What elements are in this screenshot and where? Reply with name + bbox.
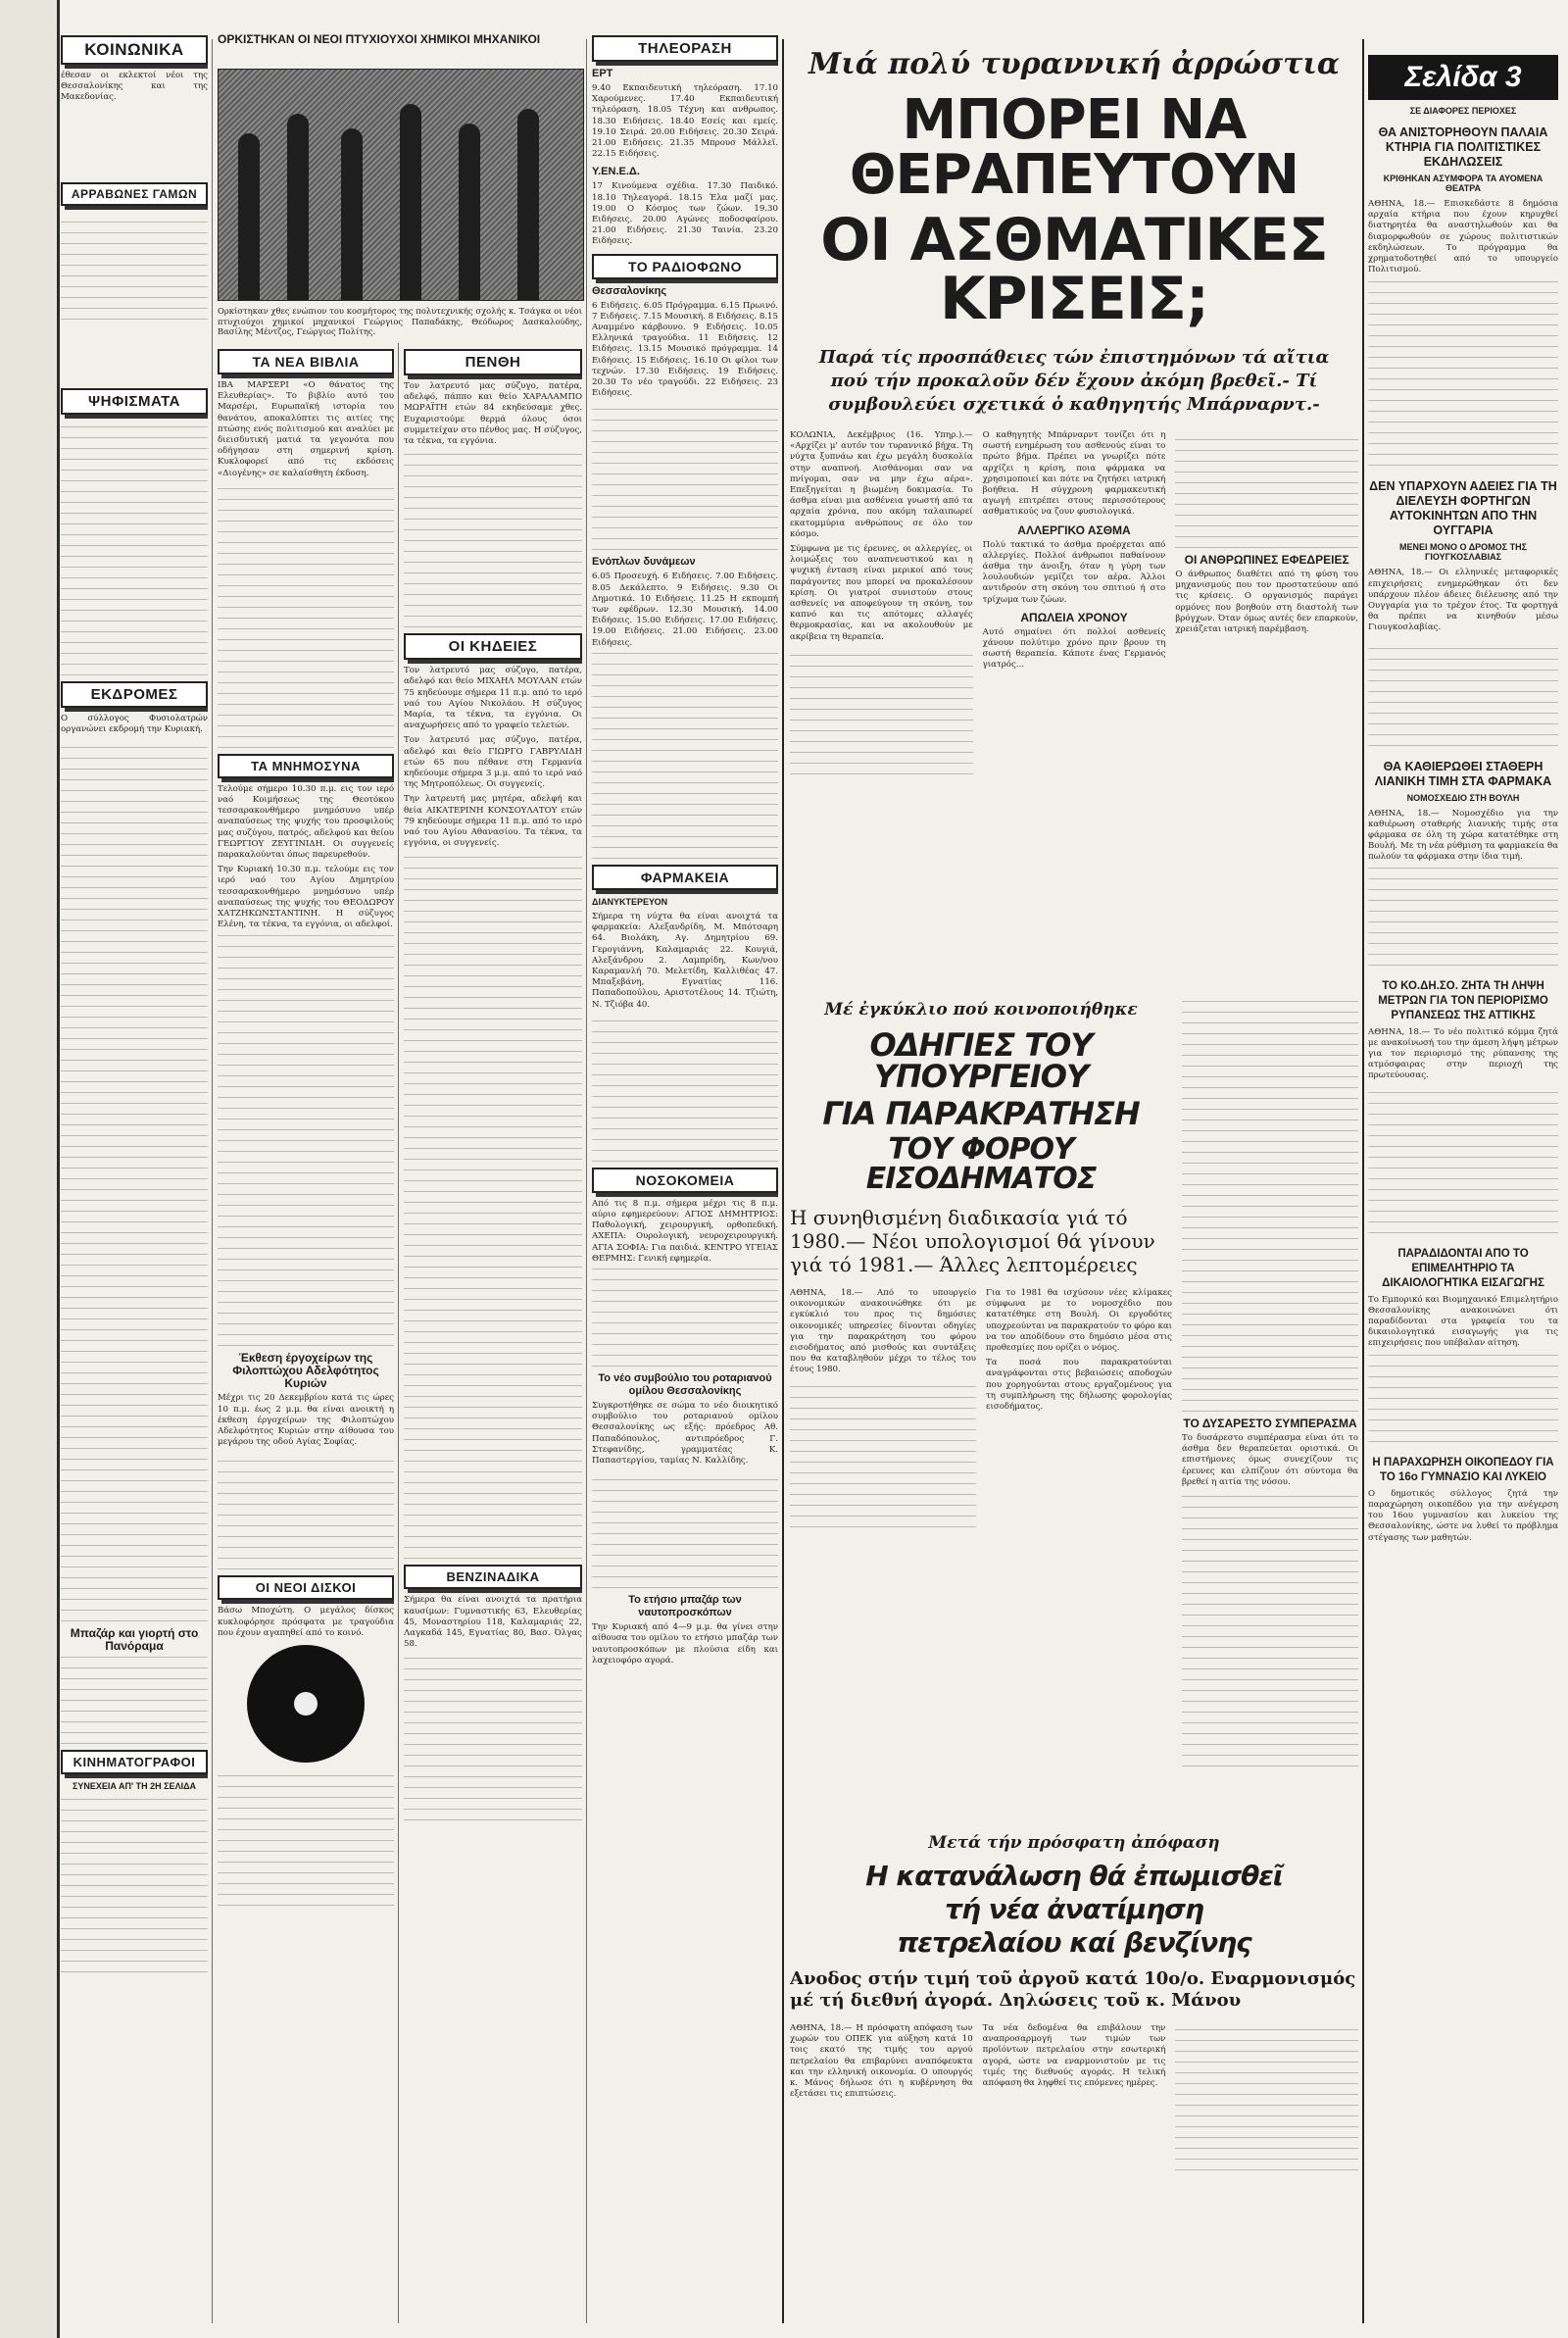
tax-story: [790, 1000, 1172, 1578]
graduates-heading: ΟΡΚΙΣΤΗΚΑΝ ΟΙ ΝΕΟΙ ΠΤΥΧΙΟΥΧΟΙ ΧΗΜΙΚΟΙ ΜΗΧΑΝΙΚΟΙ: [218, 32, 541, 46]
right-text-3: ΑΘΗΝΑ, 18.— Νομοσχέδιο για την καθιέρωση σταθερής λιανικής τιμής στα φάρμακα σε όλη τη χώρα κατατέθηκε στη Βουλή. Με τη νέα ρύθμιση τα φαρμακεία θα πωλούν τα φάρμακα στην ίδια τιμή.: [1368, 808, 1558, 863]
hospitals-heading: ΝΟΣΟΚΟΜΕΙΑ: [592, 1168, 778, 1193]
tax-paragraph: Για το 1981 θα ισχύσουν νέες κλίμακες σύμφωνα με το νομοσχέδιο που κατατέθηκε στη Βουλή. Οι εργοδότες υποχρεούνται να παρακρατούν το φόρο και να τον αποδίδουν στο δημόσιο μέσα στις προθεσμίες που ορίζει ο νόμος.: [986, 1288, 1172, 1354]
person-figure: [287, 114, 309, 300]
pharmacy-list: Σήμερα τη νύχτα θα είναι ανοιχτά τα φαρμακεία: Αλεξανδρίδη, Μ. Μπότσαρη 64. Βιολάκη, Αγ. Δημητρίου 69. Γερογιάννη, Καλαμαριάς 22. Κουγιά, Αλεξάνδρου 2. Λαμπρίδη, Κων/νου Καραμανλή 70. Μελετίδη, Καλλιθέας 47. Μπαξεβάνη, Εγνατίας 116. Παπαδοπούλου, Αριστοτέλους 14. Τζιώτη, Ν. Τζιόβα 40.: [592, 911, 778, 1010]
armed-forces-schedule: 6.05 Προσευχή. 6 Ειδήσεις. 7.00 Ειδήσεις. 8.05 Δεκάλεπτο. 9 Ειδήσεις. 9.30 Οι Δημοτικά. 10 Ειδήσεις. 11.25 Η εκπομπή των εφέδρων. 12.30 Μουσική. 14.00 Ειδήσεις. 15.00 Ειδήσεις. 17.00 Ειδήσεις. 19.00 Ειδήσεις. 21.00 Ειδήσεις. 23.00 Ειδήσεις.: [592, 572, 778, 648]
record-disc-image: [247, 1645, 365, 1763]
tv-channel-2: Υ.ΕΝ.Ε.Δ.: [592, 166, 640, 178]
sea-scouts-heading: Το ετήσιο μπαζάρ των ναυτοπροσκόπων: [628, 1594, 742, 1619]
right-text-6: Ο δημοτικός σύλλογος ζητά την παραχώρηση οικοπέδου για την ανέγερση του 16ου γυμνασίου και λυκείου της Θεσσαλονίκης, ώστε να λυθεί το πρόβλημα στέγασης των μαθητών.: [1368, 1488, 1558, 1543]
fuel-body-col-2: [983, 2023, 1166, 2174]
ekdromes-text: [61, 739, 208, 1621]
right-filler: [1368, 638, 1558, 746]
asthma-filler: [1182, 1000, 1358, 1412]
right-filler: [1368, 868, 1558, 966]
fuel-stations-heading: ΒΕΝΖΙΝΑΔΙΚΑ: [404, 1565, 582, 1589]
radio-schedule: 6 Ειδήσεις. 6.05 Πρόγραμμα. 6.15 Πρωινό. 7 Ειδήσεις. 7.15 Μουσική. 8 Ειδήσεις. 8.15 Αναμμένο κάρβουνο. 9 Ειδήσεις. 10.05 Ελληνικά τραγούδια. 11 Ειδήσεις. 12 Ειδήσεις. 13.15 Μουσικό πρόγραμμα. 14 Ειδήσεις. 15 Ειδήσεις. 16.10 Οι φίλοι των τεχνών. 17.30 Ειδήσεις. 19 Ειδήσεις. 20.30 Το νέο τραγούδι. 22 Ειδήσεις. 23 Ειδήσεις.: [592, 300, 778, 399]
fuel-deck: Ανοδος στήν τιμή τοῦ ἀργοῦ κατά 10ο/ο. Εναρμονισμός μέ τή διεθνή ἀγορά. Δηλώσεις τοῦ κ. Μάνου: [790, 1968, 1356, 2011]
asthma-kicker: Μιά πολύ τυραννική ἀρρώστια: [808, 47, 1340, 81]
asthma-filler: [1182, 1492, 1358, 1766]
gamoi-text: [61, 212, 208, 320]
right-headline-5: ΠΑΡΑΔΙΔΟΝΤΑΙ ΑΠΟ ΤΟ ΕΠΙΜΕΛΗΤΗΡΙΟ ΤΑ ΔΙΚΑΙΟΛΟΓΗΤΙΚΑ ΕΙΣΑΓΩΓΗΣ: [1382, 1247, 1544, 1289]
funerals-text: Τον λατρευτό μας σύζυγο, πατέρα, αδελφό και θείο ΜΙΧΑΗΛ ΜΟΥΛΑΝ ετών 75 κηδεύουμε σήμερα 11 π.μ. από το ιερό ναό του Αγίου Νικολάου. Η σύζυγος Μαρία, τα τέκνα, τα εγγόνια. Οι αναχωρήσεις από το γραφείο τελετών.: [404, 666, 582, 731]
exhibit-text: Μέχρι τις 20 Δεκεμβρίου κατά τις ώρες 10 π.μ. έως 2 μ.μ. θα είναι ανοικτή η έκθεση έργοχείρων της Φιλοπτώχου Αδελφότητος Κυριών στην αίθουσα του μεγάρου της οδού Αγίας Σοφίας.: [218, 1393, 394, 1448]
right-subhead-2: ΜΕΝΕΙ ΜΟΝΟ Ο ΔΡΟΜΟΣ ΤΗΣ ΓΙΟΥΓΚΟΣΛΑΒΙΑΣ: [1399, 542, 1527, 563]
records-heading: ΟΙ ΝΕΟΙ ΔΙΣΚΟΙ: [218, 1575, 394, 1600]
mourning-heading: ΠΕΝΘΗ: [404, 349, 582, 375]
rule: [398, 343, 399, 2323]
asthma-headline-2: ΟΙ ΑΣΘΜΑΤΙΚΕΣ ΚΡΙΣΕΙΣ;: [820, 206, 1328, 333]
psifismata-text: [61, 421, 208, 675]
fuel-story: [790, 1833, 1358, 2323]
rotary-filler: [592, 1470, 778, 1588]
asthma-deck: Παρά τίς προσπάθειες τών ἐπιστημόνων τά αἴτια πού τήν προκαλοῦν δέν ἔχουν ἀκόμη βρεθεῖ.- Τί συμβουλεύει σχετικά ὁ καθηγητής Μπάρναρντ.-: [818, 347, 1330, 415]
funerals-text-3: Την λατρευτή μας μητέρα, αδελφή και θεία ΑΙΚΑΤΕΡΙΝΗ ΚΟΝΣΟΥΛΑΤΟΥ ετών 79 κηδεύουμε σήμερα 11 π.μ. από το ιερό ναό του Αγίου Αθανασίου. Τα τέκνα, τα εγγόνια, οι συγγενείς.: [404, 794, 582, 849]
right-headline-6: Η ΠΑΡΑΧΩΡΗΣΗ ΟΙΚΟΠΕΔΟΥ ΓΙΑ ΤΟ 16ο ΓΥΜΝΑΣΙΟ ΚΑΙ ΛΥΚΕΙΟ: [1372, 1456, 1554, 1483]
time-loss-subhead: ΑΠΩΛΕΙΑ ΧΡΟΝΟΥ: [1020, 610, 1128, 624]
rule: [782, 39, 784, 2323]
person-figure: [341, 128, 363, 300]
asthma-body-col-2: [983, 430, 1166, 778]
rule: [212, 39, 213, 2323]
asthma-continuation: [1182, 1000, 1358, 1823]
fuel-body-col-1: [790, 2023, 973, 2174]
left-fragment-2: Ο σύλλογος Φυσιολατρών οργανώνει εκδρομή την Κυριακή.: [61, 713, 208, 734]
memorial-text-2: Την Κυριακή 10.30 π.μ. τελούμε εις τον ιερό ναό του Αγίου Δημητρίου τεσσαρακονθήμερο μνημόσυνο υπέρ αναπαύσεως της ψυχής του ΘΕΟΔΩΡΟΥ ΧΑΤΖΗΚΩΝΣΤΑΝΤΙΝΗ. Η σύζυγος Ελένη, τα τέκνα, τα εγγόνια, οι αδελφοί.: [218, 865, 394, 930]
right-subhead-1: ΚΡΙΘΗΚΑΝ ΑΣΥΜΦΟΡΑ ΤΑ ΑΥΟΜΕΝΑ ΘΕΑΤΡΑ: [1383, 174, 1544, 193]
fuel-headline-3: πετρελαίου καί βενζίνης: [897, 1926, 1251, 1959]
pharmacy-filler: [592, 1015, 778, 1162]
left-column: [61, 29, 208, 2323]
fuel-body-col-3: [1175, 2023, 1358, 2174]
exhibit-filler: [218, 1452, 394, 1569]
asthma-filler: [790, 647, 973, 774]
tax-body-col-1: [790, 1288, 976, 1531]
person-figure: [400, 104, 421, 300]
armed-forces-filler: [592, 653, 778, 859]
fuel-paragraph: ΑΘΗΝΑ, 18.— Η πρόσφατη απόφαση των χωρών του ΟΠΕΚ για αύξηση κατά 10 τοις εκατό της τιμής του αργού πετρελαίου θα επιβαρύνει αναπόφευκτα και την ελληνική οικονομία. Ο υπουργός κ. Μάνος δήλωσε ότι η κυβέρνηση θα εξετάσει τις επιπτώσεις.: [790, 2023, 973, 2100]
tv-channel-1: ΕΡΤ: [592, 68, 613, 79]
rotary-text: Συγκροτήθηκε σε σώμα το νέο διοικητικό συμβούλιο του ροταριανού ομίλου Θεσσαλονίκης ως εξής: πρόεδρος Αθ. Παπαδόπουλος, αντιπρόεδρος Γ. Στεφανίδης, γραμματέας Κ. Παπαστεργίου, ταμίας Ν. Καλλίδης.: [592, 1400, 778, 1466]
tax-body-col-2: [986, 1288, 1172, 1531]
left-heading: ΚΟΙΝΩΝΙΚΑ: [61, 35, 208, 65]
asthma-paragraph: ΚΟΛΩΝΙΑ, Δεκέμβριος (16. Υπηρ.).— «Αρχίζει μ' αυτόν τον τυραννικό βήχα. Τη νύχτα ξυπνάω και έχω μεγάλη δυσκολία στην αναπνοή. Αισθάνομαι σαν να πνίγομαι, σαν να μην έχω αέρα». Επεξηγείται η βιωμένη δοκιμασία. Το άσθμα είναι μια ασθένεια γνωστή από τα αρχαία χρόνια, που ακόμη ταλαιπωρεί εκατομμύρια ανθρώπους σε όλο τον κόσμο.: [790, 430, 973, 539]
fuel-stations-filler: [404, 1654, 582, 1820]
tv-schedule-1: 9.40 Εκπαιδευτική τηλεόραση. 17.10 Χαρούμενες. 17.40 Εκπαιδευτική τηλεόραση. 18.05 Τέχνη και ανθρωπος. 18.30 Ειδήσεις. 18.40 Εσείς και εμείς. 19.10 Σειρά. 20.00 Ειδήσεις. 20.30 Σειρά. 21.00 Ειδήσεις. 21.35 Μπρουσ Μάλλεϊ. 22.15 Ειδήσεις.: [592, 83, 778, 160]
right-text-4: ΑΘΗΝΑ, 18.— Το νέο πολιτικό κόμμα ζητά με ανακοίνωσή του την άμεση λήψη μέτρων για τον περιορισμό της ρύπανσης της ατμόσφαιρας στην περιοχή της πρωτεύουσας.: [1368, 1026, 1558, 1081]
left-gutter: [0, 0, 60, 2338]
graduates-caption: Ορκίστηκαν χθες ενώπιον του κοσμήτορος της πολυτεχνικής σχολής κ. Τσάγκα οι νέοι πτυχιούχοι χημικοί μηχανικοί Γεώργιος Παπαδάκης, Θεόδωρος Δασκαλούδης, Βασίλης Μέντζος, Γεώργιος Πολίτης.: [218, 306, 582, 336]
page-number-badge: Σελίδα 3: [1368, 55, 1558, 100]
tax-paragraph: ΑΘΗΝΑ, 18.— Από το υπουργείο οικονομικών ανακοινώθηκε ότι με εγκύκλιό του προς τις δημόσιες οικονομικές υπηρεσίες δίνονται οδηγίες για την παρακράτηση του φόρου εισοδήματος από μισθούς και συντάξεις που θα καταβληθούν μέχρι το τέλος του έτους 1980.: [790, 1288, 976, 1375]
asthma-paragraph: Σύμφωνα με τις έρευνες, οι αλλεργίες, οι λοιμώξεις του αναπνευστικού και η ψυχική ένταση είναι μερικοί από τους παράγοντες που μπορεί να προκαλέσουν κρίση. Οι γιατροί συνιστούν στους ασθενείς να αποφεύγουν τη σκόνη, τον καπνό και τις απότομες αλλαγές θερμοκρασίας, και να ακολουθούν με ακρίβεια τη θεραπεία.: [790, 544, 973, 642]
books-heading: ΤΑ ΝΕΑ ΒΙΒΛΙΑ: [218, 349, 394, 374]
mourning-text: Τον λατρευτό μας σύζυγο, πατέρα, αδελφό, πάππο και θείο ΧΑΡΑΛΑΜΠΟ ΜΩΡΑΪΤΗ ετών 84 εκηδεύσαμε χθες. Ευχαριστούμε θερμά όλους όσοι συμμετείχαν στο πένθος μας. Η σύζυγος, τα τέκνα, τα εγγόνια.: [404, 381, 582, 447]
records-filler: [218, 1768, 394, 1906]
asthma-body-col-1: [790, 430, 973, 778]
asthma-body: [790, 430, 1358, 778]
right-filler: [1368, 1086, 1558, 1233]
column-1-lower: [218, 343, 394, 2323]
right-text-1: ΑΘΗΝΑ, 18.— Επισκεδάστε 8 δημόσια αρχαία κτήρια που έχουν κηρυχθεί διατηρητέα θα αναστηλωθούν και θα διαμορφωθούν σε χώρους πολιτιστικών εκδηλώσεων. Το πρόγραμμα θα χρηματοδοτηθεί από το υπουργείο Πολιτισμού.: [1368, 199, 1558, 275]
records-text: Βάσω Μποχώτη. Ο μεγάλος δίσκος κυκλοφόρησε πρόσφατα με τραγούδια που έχουν αγαπηθεί από το κοινό.: [218, 1606, 394, 1638]
human-reserves-text: Ο άνθρωπος διαθέτει από τη φύση του μηχανισμούς που τον προστατεύουν από τις κρίσεις. Ο οργανισμός παράγει ορμόνες που βοηθούν στη διαστολή των βρόγχων. Όταν όμως αυτές δεν επαρκούν, χρειάζεται ιατρική παρέμβαση.: [1175, 570, 1358, 635]
fuel-headline-2: τή νέα ἀνατίμηση: [945, 1893, 1203, 1925]
right-headline-1: ΘΑ ΑΝΙΣΤΟΡΗΘΟΥΝ ΠΑΛΑΙΑ ΚΤΗΡΙΑ ΓΙΑ ΠΟΛΙΤΙΣΤΙΚΕΣ ΕΚΔΗΛΩΣΕΙΣ: [1378, 125, 1548, 169]
radio-filler: [592, 403, 778, 550]
right-filler: [1368, 279, 1558, 466]
tv-heading: ΤΗΛΕΟΡΑΣΗ: [592, 35, 778, 62]
asthma-filler: [1175, 430, 1358, 548]
tax-headline-2: ΓΙΑ ΠΑΡΑΚΡΑΤΗΣΗ: [822, 1095, 1140, 1132]
asthma-body-col-3: [1175, 430, 1358, 778]
right-text-5: Το Εμπορικό και Βιομηχανικό Επιμελητήριο Θεσσαλονίκης ανακοινώνει ότι παραδίδονται στα γραφεία του τα δικαιολογητικά εισαγωγής για τις επιχειρήσεις που υπέβαλαν αίτηση.: [1368, 1294, 1558, 1349]
memorial-text: Τελούμε σήμερο 10.30 π.μ. εις τον ιερό ναό Κοιμήσεως της Θεοτόκου τεσσαρακονθήμερο μνημόσυνο υπέρ αναπαύσεως της ψυχής του προσφιλούς μας συζύγου, πατρός, αδελφού και θείου ΓΕΩΡΓΙΟΥ ΖΕΥΓΙΝΙΔΗ. Οι συγγενείς παρακαλούνται όπως παρευρεθούν.: [218, 783, 394, 861]
tv-schedule-2: 17 Κινούμενα σχέδια. 17.30 Παιδικό. 18.10 Τηλεαγορά. 18.15 Έλα μαζί μας. 19.00 Ο Κόσμος των ζώων. 19.30 Ειδήσεις. 20.00 Αγώνες ποδοσφαίρου. 21.00 Ειδήσεις. 21.30 Ταινία. 23.20 Ειδήσεις.: [592, 181, 778, 247]
exhibit-heading: Έκθεση έργοχείρων της Φιλοπτώχου Αδελφότητος Κυριών: [232, 1351, 379, 1391]
person-figure: [459, 124, 480, 300]
ekdromes-heading: ΕΚΔΡΟΜΕΣ: [61, 681, 208, 708]
sea-scouts-text: Την Κυριακή από 4—9 μ.μ. θα γίνει στην αίθουσα του ομίλου το ετήσιο μπαζάρ των ναυτοπροσκόπων με πλούσια είδη και λαχειοφόρο αγορά.: [592, 1622, 778, 1666]
allergic-asthma-subhead: ΑΛΛΕΡΓΙΚΟ ΑΣΘΜΑ: [1017, 522, 1131, 537]
fuel-body: [790, 2023, 1358, 2174]
mourning-filler: [404, 451, 582, 627]
memorial-heading: ΤΑ ΜΝΗΜΟΣΥΝΑ: [218, 754, 394, 778]
cinema-note: ΣΥΝΕΧΕΙΑ ΑΠ' ΤΗ 2Η ΣΕΛΙΔΑ: [72, 1781, 197, 1792]
hospitals-filler: [592, 1268, 778, 1367]
fuel-kicker: Μετά τήν πρόσφατη ἀπόφαση: [928, 1833, 1220, 1853]
fuel-stations-text: Σήμερα θα είναι ανοιχτά τα πρατήρια καυσίμων: Γυμναστικής 63, Ελευθερίας 45, Μοναστηρίου 118, Καλαμαριάς 22, Λαγκαδά 145, Εγνατίας 80, Βασ. Όλγας 58.: [404, 1595, 582, 1650]
books-text: ΙΒΑ ΜΑΡΣΕΡΙ «Ο θάνατος της Ελευθερίας». Το βιβλίο αυτό του Μαρσέρι, Ευρωπαϊκή ιστορία του θανάτου, αποκαλύπτει τις αιτίες της πτώσης ενός πολιτισμού και αναλύει με διεισδυτική ματιά τα γεγονότα που οδήγησαν στη σημερινή κρίση. Κυκλοφορεί από τις εκδόσεις «Διογένης» σε καλαίσθητη έκδοση.: [218, 380, 394, 478]
column-2: [404, 343, 582, 2323]
human-reserves-subhead: ΟΙ ΑΝΘΡΩΠΙΝΕΣ ΕΦΕΔΡΕΙΕΣ: [1184, 553, 1349, 567]
cinema-heading: ΚΙΝΗΜΑΤΟΓΡΑΦΟΙ: [61, 1750, 208, 1774]
funerals-heading: ΟΙ ΚΗΔΕΙΕΣ: [404, 633, 582, 660]
unpleasant-conclusion-subhead: ΤΟ ΔΥΣΑΡΕΣΤΟ ΣΥΜΠΕΡΑΣΜΑ: [1183, 1417, 1357, 1430]
tax-headline-1: ΟΔΗΓΙΕΣ ΤΟΥ ΥΠΟΥΡΓΕΙΟΥ: [869, 1026, 1093, 1095]
fuel-paragraph: Τα νέα δεδομένα θα επιβάλουν την αναπροσαρμογή των τιμών των προϊόντων πετρελαίου στην εσωτερική αγορά, ώστε να εναρμονιστούν με τις τιμές της διεθνούς αγοράς. Η τελική απόφαση θα ληφθεί τις επόμενες ημέρες.: [982, 2023, 1166, 2089]
tax-paragraph: Τα ποσά που παρακρατούνται αναγράφονται στις βεβαιώσεις αποδοχών που χορηγούνται στους εργαζομένους για τη συμπλήρωση της δήλωσης φορολογίας εισοδήματος.: [986, 1358, 1172, 1413]
tax-body: [790, 1288, 1172, 1531]
column-3: [592, 29, 778, 2323]
right-column: [1368, 55, 1558, 2323]
books-filler: [218, 483, 394, 748]
hospitals-text: Από τις 8 π.μ. σήμερα μέχρι τις 8 π.μ. αύριο εφημερεύουν: ΑΓΙΟΣ ΔΗΜΗΤΡΙΟΣ: Παθολογική, χειρουργική, ορθοπεδική. ΑΧΕΠΑ: Ουρολογική, νευροχειρουργική. ΑΓΙΑ ΣΟΦΙΑ: Για παιδιά. ΚΕΝΤΡΟ ΥΓΕΙΑΣ ΘΕΡΜΗΣ: Γενική εφημερία.: [592, 1198, 778, 1264]
right-filler: [1368, 1354, 1558, 1442]
cinema-text: [61, 1796, 208, 1972]
graduates-photo: [218, 69, 584, 301]
bazaar-heading-left: Μπαζάρ και γιορτή στο Πανόραμα: [70, 1626, 199, 1654]
asthma-headline-1: ΜΠΟΡΕΙ ΝΑ ΘΕΡΑΠΕΥΤΟΥΝ: [849, 88, 1299, 207]
gamoi-heading: ΑΡΡΑΒΩΝΕΣ ΓΑΜΩΝ: [61, 182, 208, 206]
unpleasant-conclusion-text: Το δυσάρεστο συμπέρασμα είναι ότι το άσθμα δεν θεραπεύεται οριστικά. Οι επιστήμονες όμως συνεχίζουν τις έρευνες και ελπίζουν ότι σύντομα θα βρεθεί η αιτία της νόσου.: [1182, 1433, 1358, 1487]
allergic-asthma-text: Πολύ τακτικά το άσθμα προέρχεται από αλλεργίες. Πολλοί άνθρωποι παθαίνουν άσθμα την άνοιξη, όταν η γύρη των λουλουδιών γεμίζει τον αέρα. Άλλοι αντιδρούν στη σκόνη του σπιτιού ή στο τρίχωμα των ζώων.: [982, 539, 1166, 605]
pharmacy-sub: ΔΙΑΝΥΚΤΕΡΕΥΟΝ: [592, 896, 668, 907]
tax-headline-3: ΤΟΥ ΦΟΡΟΥ ΕΙΣΟΔΗΜΑΤΟΣ: [865, 1132, 1097, 1196]
region-label: ΣΕ ΔΙΑΦΟΡΕΣ ΠΕΡΙΟΧΕΣ: [1409, 106, 1517, 116]
funerals-text-2: Τον λατρευτό μας σύζυγο, πατέρα, αδελφό και θείο ΓΙΩΡΓΟ ΓΑΒΡΥΛΙΔΗ ετών 65 που πέθανε στη Γερμανία κηδεύουμε σήμερα 3 μ.μ. από το ιερό ναό της Μητροπόλεως. Οι συγγενείς.: [404, 735, 582, 790]
bazaar-text-left: [61, 1656, 208, 1744]
memorial-filler: [218, 934, 394, 1346]
right-text-2: ΑΘΗΝΑ, 18.— Οι ελληνικές μεταφορικές επιχειρήσεις ενημερώθηκαν ότι δεν υπάρχουν πλέον άδειες διέλευσης από την Ουγγαρία για το τρέχον έτος. Τα φορτηγά θα πρέπει να κινηθούν μέσω Γιουγκοσλαβίας.: [1368, 568, 1558, 633]
right-headline-4: ΤΟ ΚΟ.ΔΗ.ΣΟ. ΖΗΤΑ ΤΗ ΛΗΨΗ ΜΕΤΡΩΝ ΓΙΑ ΤΟΝ ΠΕΡΙΟΡΙΣΜΟ ΡΥΠΑΝΣΕΩΣ ΤΗΣ ΑΤΤΙΚΗΣ: [1378, 979, 1548, 1021]
tax-kicker: Μέ ἐγκύκλιο πού κοινοποιήθηκε: [824, 1000, 1138, 1020]
rule: [1362, 39, 1364, 2323]
psifismata-heading: ΨΗΦΙΣΜΑΤΑ: [61, 388, 208, 415]
asthma-paragraph: Ο καθηγητής Μπάρναρντ τονίζει ότι η σωστή ενημέρωση του ασθενούς είναι το πρώτο βήμα. Πρέπει να γνωρίζει πότε αρχίζει η κρίση, ποια φάρμακα να χρησιμοποιεί και πότε να ζητήσει ιατρική βοήθεια. Η σύγχρονη φαρμακευτική αγωγή επιτρέπει στους περισσότερους ασθματικούς να ζουν φυσιολογικά.: [982, 430, 1166, 518]
pharmacy-heading: ΦΑΡΜΑΚΕΙΑ: [592, 865, 778, 890]
time-loss-text: Αυτό σημαίνει ότι πολλοί ασθενείς χάνουν πολύτιμο χρόνο πριν βρουν τη σωστή θεραπεία. Κάποτε ένας Γερμανός γιατρός...: [982, 626, 1166, 671]
armed-forces-heading: Ενόπλων δυνάμεων: [592, 556, 696, 569]
person-figure: [238, 133, 260, 300]
person-figure: [517, 109, 539, 300]
right-headline-2: ΔΕΝ ΥΠΑΡΧΟΥΝ ΑΔΕΙΕΣ ΓΙΑ ΤΗ ΔΙΕΛΕΥΣΗ ΦΟΡΤΗΓΩΝ ΑΥΤΟΚΙΝΗΤΩΝ ΑΠΟ ΤΗΝ ΟΥΓΓΑΡΙΑ: [1369, 479, 1557, 538]
fuel-filler: [1175, 2023, 1358, 2170]
radio-heading: ΤΟ ΡΑΔΙΟΦΩΝΟ: [592, 254, 778, 279]
fuel-headline-1: Η κατανάλωση θά ἐπωμισθεῖ: [865, 1860, 1283, 1892]
rule: [586, 39, 587, 2323]
tax-deck: Η συνηθισμένη διαδικασία γιά τό 1980.— Νέοι υπολογισμοί θά γίνουν γιά τό 1981.— Άλλες λεπτομέρειες: [790, 1206, 1155, 1276]
rotary-heading: Το νέο συμβούλιο του ροταριανού ομίλου Θεσσαλονίκης: [598, 1371, 772, 1397]
tax-filler: [790, 1380, 976, 1527]
radio-city: Θεσσαλονίκης: [592, 284, 667, 297]
right-headline-3: ΘΑ ΚΑΘΙΕΡΩΘΕΙ ΣΤΑΘΕΡΗ ΛΙΑΝΙΚΗ ΤΙΜΗ ΣΤΑ ΦΑΡΜΑΚΑ: [1374, 759, 1552, 788]
left-fragment-1: έθεσαν οι εκλεκτοί νέοι της Θεσσαλονίκης και της Μακεδονίας.: [61, 71, 208, 103]
funerals-filler: [404, 853, 582, 1559]
right-subhead-3: ΝΟΜΟΣΧΕΔΙΟ ΣΤΗ ΒΟΥΛΗ: [1406, 792, 1520, 803]
